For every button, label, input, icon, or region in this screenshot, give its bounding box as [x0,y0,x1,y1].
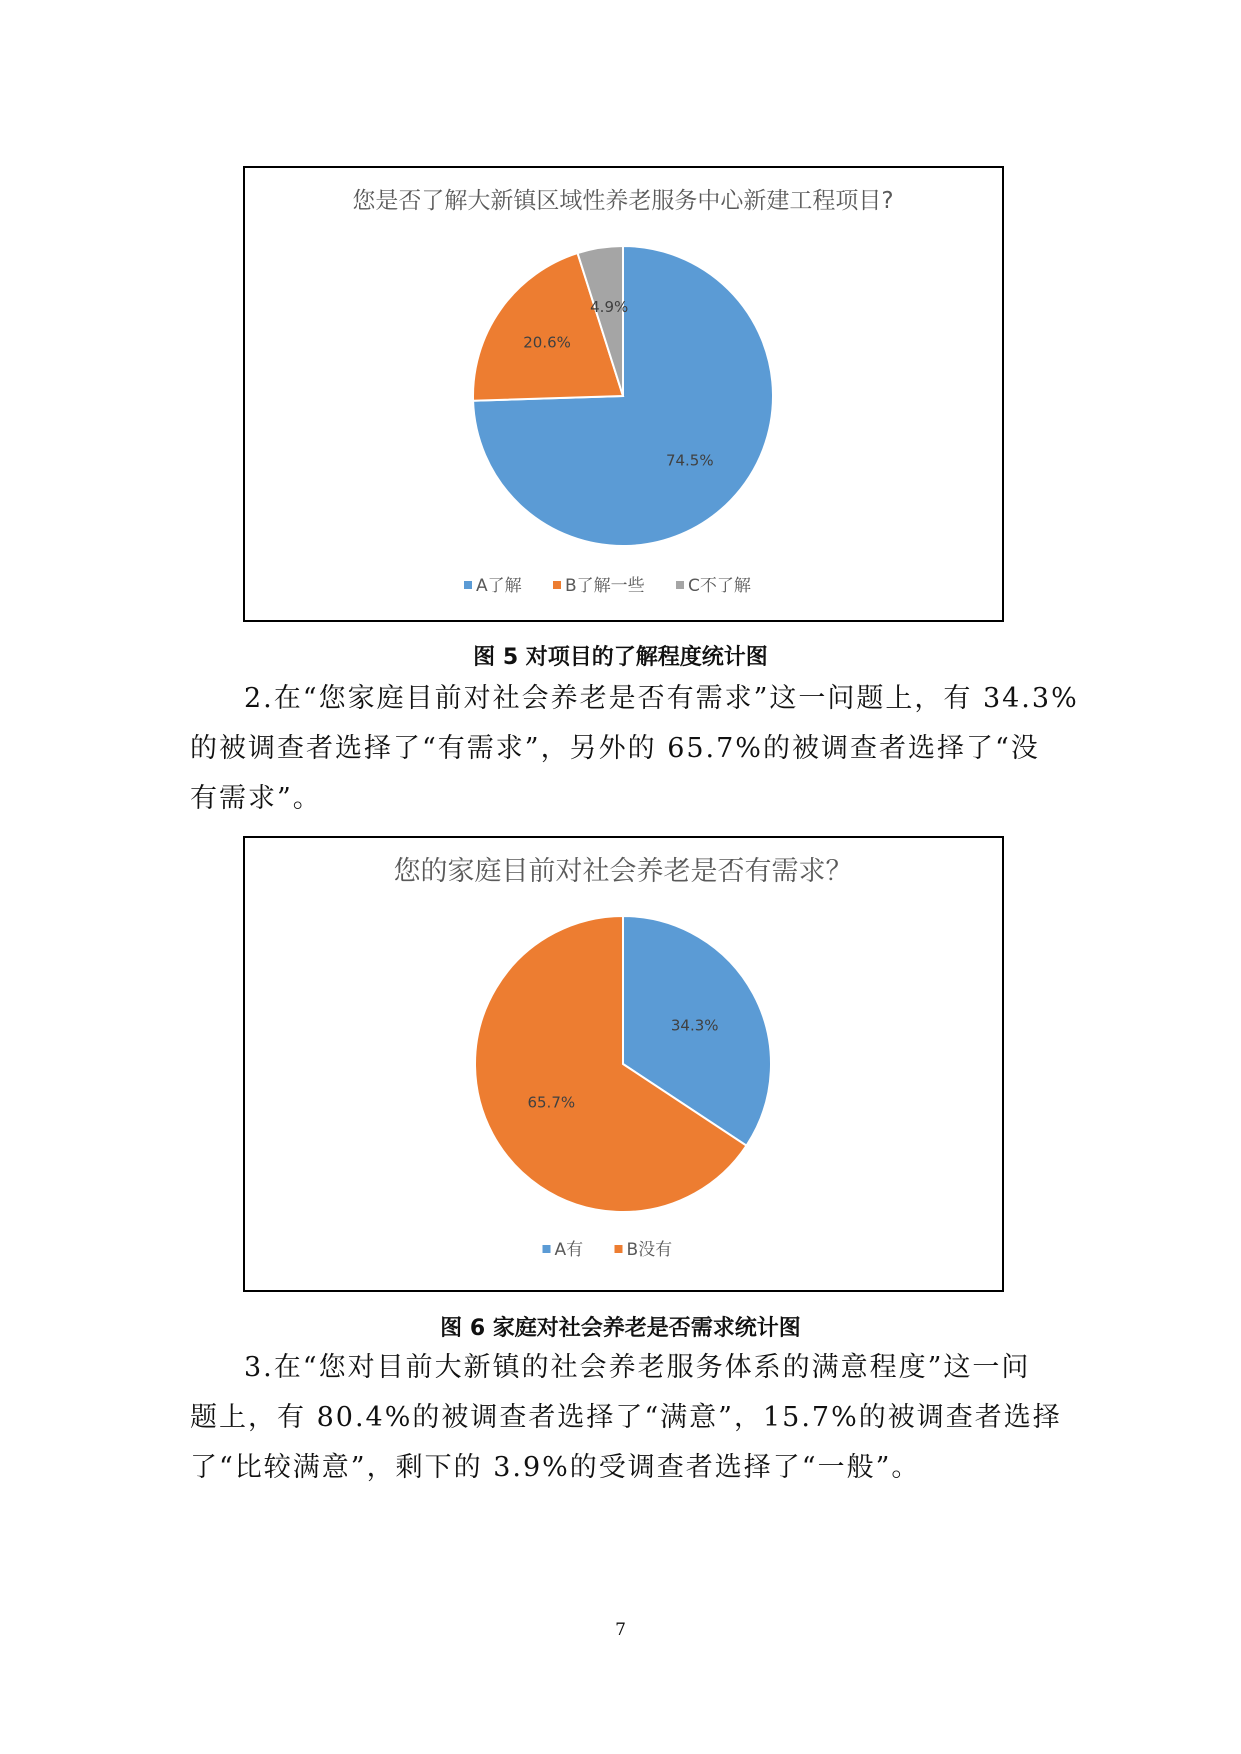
data-label: 20.6% [523,333,571,352]
legend-label: B了解一些 [565,576,645,596]
body-paragraph [190,674,1079,824]
pie-slices [475,916,771,1212]
pie-chart-understanding [243,166,1004,622]
legend-label: C不了解 [688,576,751,596]
paragraph-line: 题上，有 80.4%的被调查者选择了“满意”，15.7%的被调查者选择 [190,1402,1062,1433]
legend-swatch [676,581,684,589]
legend-swatch [615,1245,623,1253]
data-label: 74.5% [665,451,714,470]
paragraph-line: 2.在“您家庭目前对社会养老是否有需求”这一问题上，有 34.3% [244,683,1079,714]
legend-label: A了解 [476,576,522,596]
legend-swatch [553,581,561,589]
legend-label: B没有 [626,1240,673,1260]
data-label: 34.3% [670,1016,719,1035]
page-number: 7 [615,1620,626,1640]
paragraph-line: 3.在“您对目前大新镇的社会养老服务体系的满意程度”这一问 [244,1352,1031,1383]
paragraph-line: 有需求”。 [190,783,322,814]
chart-legend [464,576,751,596]
paragraph-line: 的被调查者选择了“有需求”，另外的 65.7%的被调查者选择了“没 [190,733,1040,764]
legend-swatch [543,1245,551,1253]
data-label: 65.7% [527,1093,576,1112]
body-paragraph [190,1343,1062,1493]
pie-slices [473,246,773,546]
chart-title: 您的家庭目前对社会养老是否有需求？ [393,856,853,887]
pie-chart-demand-svg [245,838,1002,1290]
paragraph-line: 了“比较满意”，剩下的 3.9%的受调查者选择了“一般”。 [190,1452,921,1483]
chart-legend [543,1240,673,1260]
pie-chart-understanding-svg [245,168,1002,620]
chart-title: 您是否了解大新镇区域性养老服务中心新建工程项目? [352,188,894,214]
legend-label: A有 [554,1240,584,1260]
figure-caption: 图 5 对项目的了解程度统计图 [473,645,768,670]
legend-swatch [464,581,472,589]
pie-chart-demand [243,836,1004,1292]
data-label: 4.9% [590,298,629,317]
figure-caption: 图 6 家庭对社会养老是否需求统计图 [440,1316,801,1341]
